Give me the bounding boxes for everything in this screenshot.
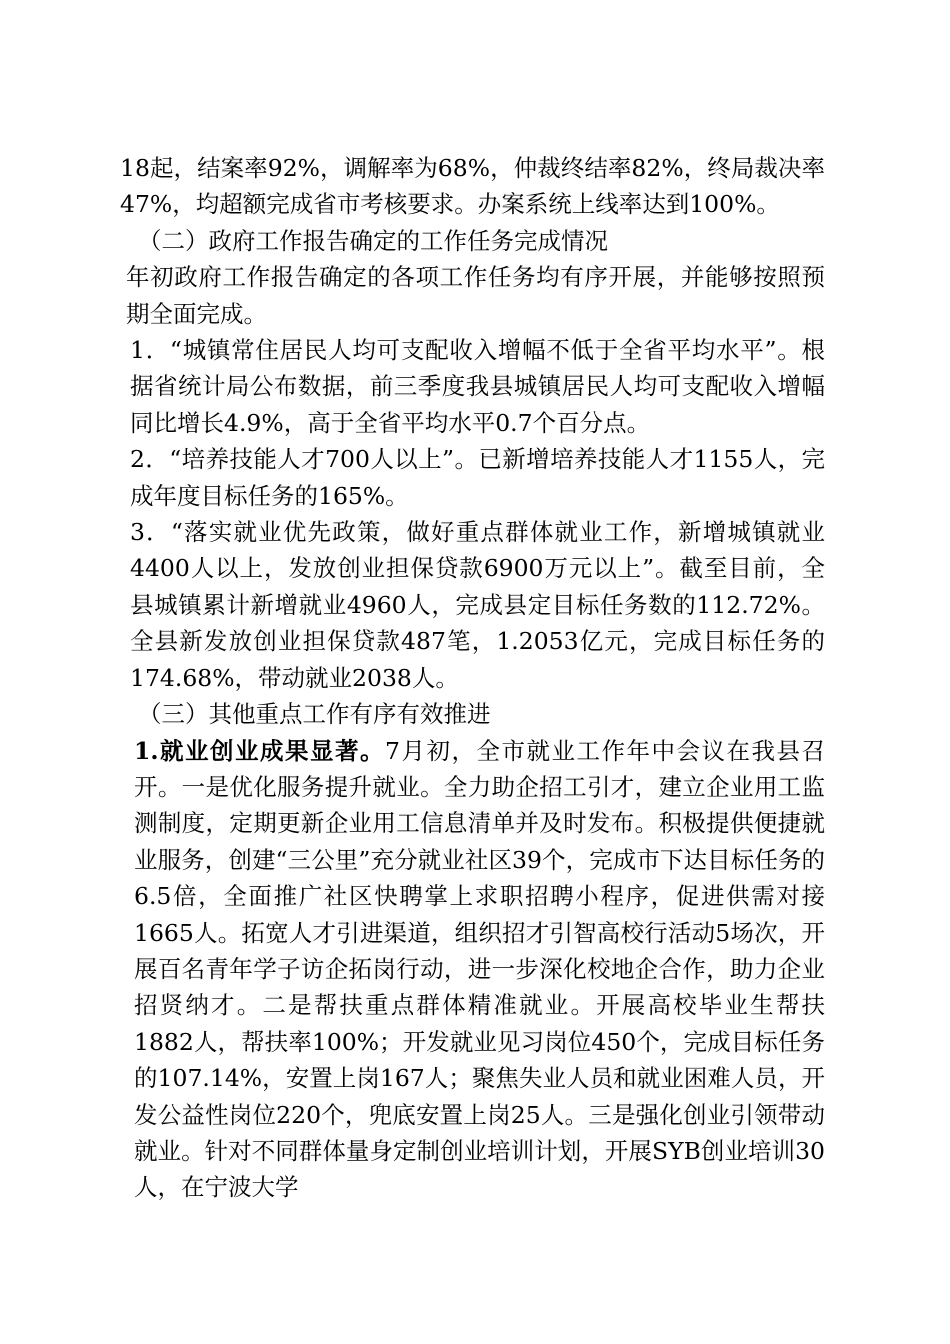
paragraph-employment-title: 1.就业创业成果显著。 [134, 736, 386, 765]
paragraph-employment [120, 733, 825, 1206]
document-page [120, 150, 825, 1206]
paragraph-employment-body: 7月初，全市就业工作年中会议在我县召开。一是优化服务提升就业。全力助企招工引才，建立企业用工监测制度，定期更新企业用工信息清单并及时发布。积极提供便捷就业服务，创建“三公里”充分就业社区39个，完成市下达目标任务的6.5倍，全面推广社区快聘掌上求职招聘小程序，促进供需对接1665人。拓宽人才引进渠道，组织招才引智高校行活动5场次，开展百名青年学子访企拓岗行动，进一步深化校地企合作，助力企业招贤纳才。二是帮扶重点群体精准就业。开展高校毕业生帮扶1882人，帮扶率100%；开发就业见习岗位450个，完成目标任务的107.14%，安置上岗167人；聚焦失业人员和就业困难人员，开发公益性岗位220个，兜底安置上岗25人。三是强化创业引领带动就业。针对不同群体量身定制创业培训计划，开展SYB创业培训30人，在宁波大学 [134, 736, 825, 1202]
paragraph-results: 18起，结案率92%，调解率为68%，仲裁终结率82%，终局裁决率47%，均超额完成省市考核要求。办案系统上线率达到100%。 [120, 154, 825, 219]
list-item-2: 2．“培养技能人才700人以上”。已新增培养技能人才1155人，完成年度目标任务的165%。 [130, 445, 825, 510]
list-item-1: 1．“城镇常住居民人均可支配收入增幅不低于全省平均水平”。根据省统计局公布数据，前三季度我县城镇居民人均可支配收入增幅同比增长4.9%，高于全省平均水平0.7个百分点。 [130, 336, 825, 437]
list-item-3: 3．“落实就业优先政策，做好重点群体就业工作，新增城镇就业4400人以上，发放创业担保贷款6900万元以上”。截至目前，全县城镇累计新增就业4960人，完成县定目标任务数的112.72%。全县新发放创业担保贷款487笔，1.2053亿元，完成目标任务的174.68%，带动就业2038人。 [130, 518, 825, 692]
section-heading-2: （二）政府工作报告确定的工作任务完成情况 [138, 226, 608, 255]
section-heading-3: （三）其他重点工作有序有效推进 [138, 700, 491, 729]
paragraph-intro: 年初政府工作报告确定的各项工作任务均有序开展，并能够按照预期全面完成。 [126, 263, 825, 328]
